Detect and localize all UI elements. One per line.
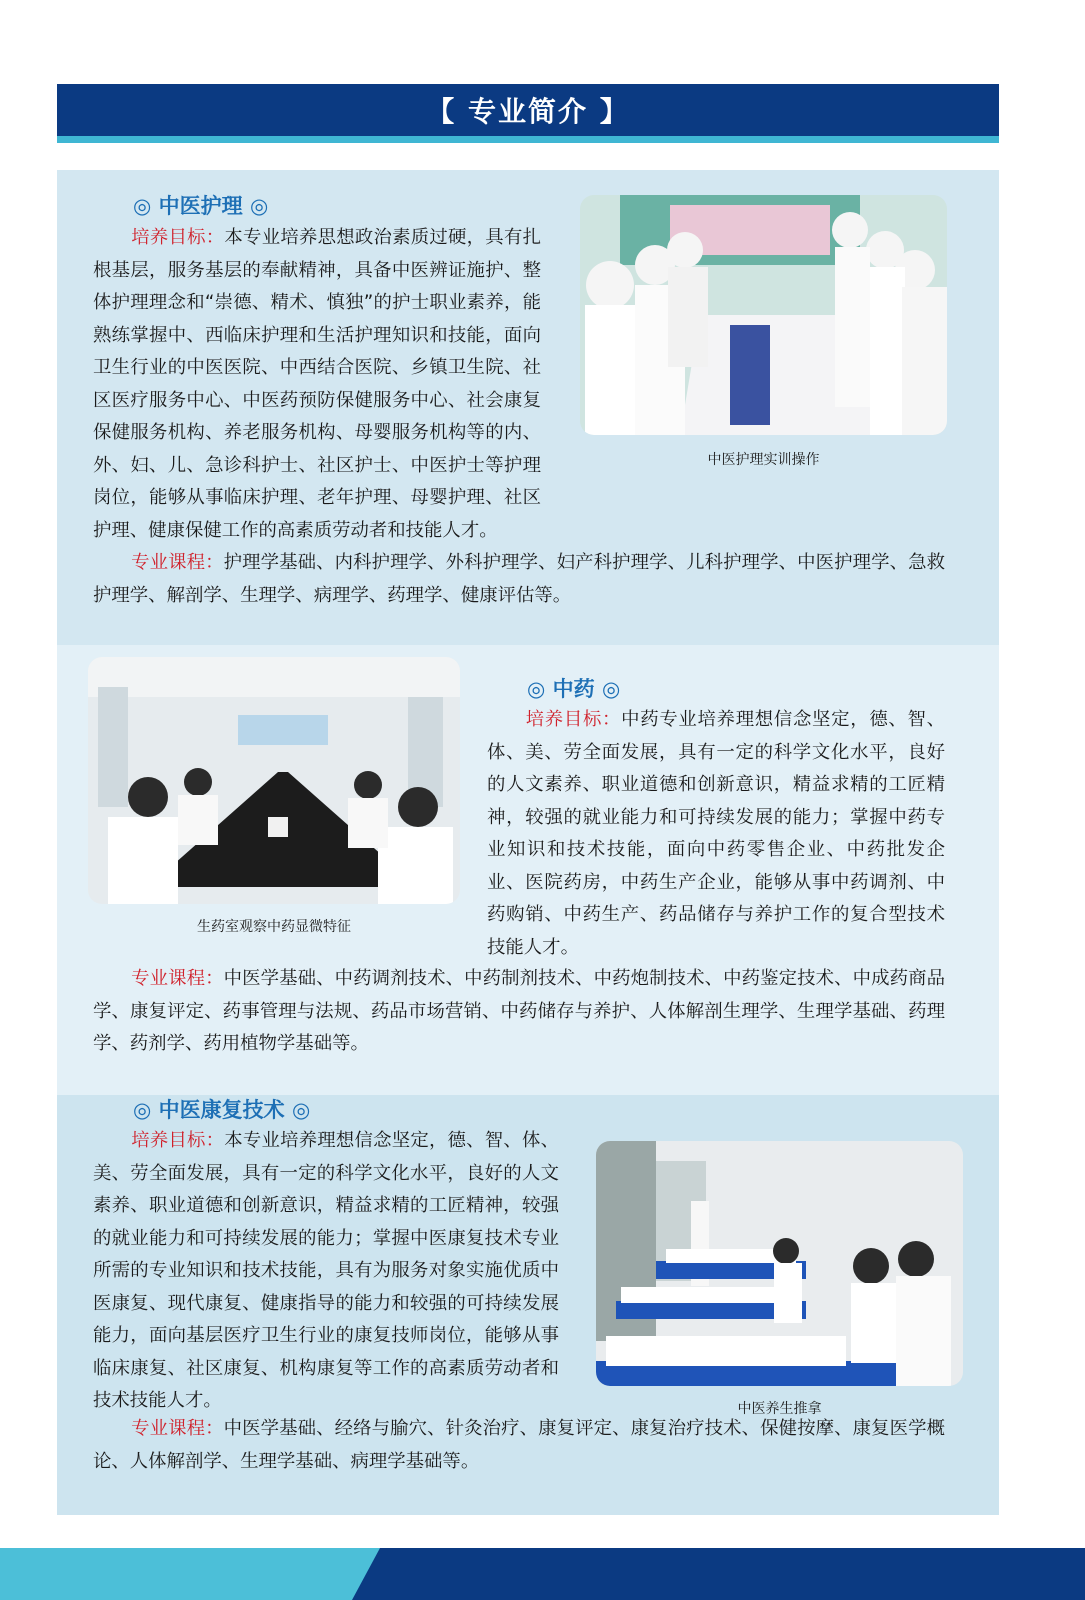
goal-label: 培养目标： xyxy=(131,227,225,248)
courses-text: 中医学基础、中药调剂技术、中药制剂技术、中药炮制技术、中药鉴定技术、中成药商品学、康复评定、药事管理与法规、药品市场营销、中药储存与养护、人体解剖生理学、生理学基础、药理学、药剂学、药用植物学基础等。 xyxy=(93,968,945,1054)
major-name: 中医护理 xyxy=(158,194,243,218)
courses-text: 护理学基础、内科护理学、外科护理学、妇产科护理学、儿科护理学、中医护理学、急救护理学、解剖学、生理学、病理学、药理学、健康评估等。 xyxy=(93,552,945,606)
page-title: 【 专业简介 】 xyxy=(57,84,999,136)
section-rehabilitation xyxy=(57,1095,999,1515)
goal-paragraph-rehabilitation xyxy=(93,1125,559,1418)
major-name: 中药 xyxy=(552,677,595,701)
photo-caption: 生药室观察中药显微特征 xyxy=(197,919,351,935)
photo-caption: 中医养生推拿 xyxy=(737,1401,822,1417)
goal-text: 本专业培养理想信念坚定，德、智、体、美、劳全面发展，具有一定的科学文化水平，良好的人文素养、职业道德和创新意识，精益求精的工匠精神，较强的就业能力和可持续发展的能力；掌握中医康复技术专业所需的专业知识和技术技能，具有为服务对象实施优质中医康复、现代康复、健康指导的能力和较强的可持续发展能力，面向基层医疗卫生行业的康复技师岗位，能够从事临床康复、社区康复、机构康复等工作的高素质劳动者和技术技能人才。 xyxy=(93,1130,559,1411)
title-underline xyxy=(57,136,999,143)
goal-label: 培养目标： xyxy=(525,709,622,730)
section-title-rehabilitation: ◎ 中医康复技术 ◎ xyxy=(133,1098,311,1122)
section-nursing xyxy=(57,170,999,645)
section-title-nursing: ◎ 中医护理 ◎ xyxy=(133,194,269,218)
courses-paragraph-nursing xyxy=(93,547,945,612)
courses-label: 专业课程： xyxy=(131,1418,224,1439)
courses-label: 专业课程： xyxy=(131,968,224,989)
massage-therapy-photo xyxy=(596,1141,963,1386)
courses-paragraph-rehabilitation xyxy=(93,1413,945,1478)
courses-text: 中医学基础、经络与腧穴、针灸治疗、康复评定、康复治疗技术、保健按摩、康复医学概论、人体解剖学、生理学基础、病理学基础等。 xyxy=(93,1418,945,1472)
goal-paragraph-chinese-medicine xyxy=(487,704,945,964)
goal-label: 培养目标： xyxy=(131,1130,225,1151)
photo-caption: 中医护理实训操作 xyxy=(707,452,820,468)
nursing-training-photo xyxy=(580,195,947,435)
courses-label: 专业课程： xyxy=(131,552,224,573)
goal-paragraph-nursing xyxy=(93,222,541,541)
goal-text: 本专业培养思想政治素质过硬，具有扎根基层，服务基层的奉献精神，具备中医辨证施护、整体护理理念和“崇德、精术、慎独”的护士职业素养，能熟练掌握中、西临床护理和生活护理知识和技能，面向卫生行业的中医医院、中西结合医院、乡镇卫生院、社区医疗服务中心、中医药预防保健服务中心、社会康复保健服务机构、养老服务机构、母婴服务机构等的内、外、妇、儿、急诊科护士、社区护士、中医护士等护理岗位，能够从事临床护理、老年护理、母婴护理、社区护理、健康保健工作的高素质劳动者和技能人才。 xyxy=(93,227,541,541)
section-title-chinese-medicine: ◎ 中药 ◎ xyxy=(527,677,621,701)
courses-paragraph-chinese-medicine xyxy=(93,963,945,1061)
goal-text: 中药专业培养理想信念坚定，德、智、体、美、劳全面发展，具有一定的科学文化水平，良好的人文素养、职业道德和创新意识，精益求精的工匠精神，较强的就业能力和可持续发展的能力；掌握中药专业知识和技术技能，面向中药零售企业、中药批发企业、医院药房，中药生产企业，能够从事中药调剂、中药购销、中药生产、药品储存与养护工作的复合型技术技能人才。 xyxy=(487,709,945,958)
pharmacognosy-lab-photo xyxy=(88,657,460,904)
section-chinese-medicine xyxy=(57,645,999,1095)
major-name: 中医康复技术 xyxy=(158,1098,285,1122)
